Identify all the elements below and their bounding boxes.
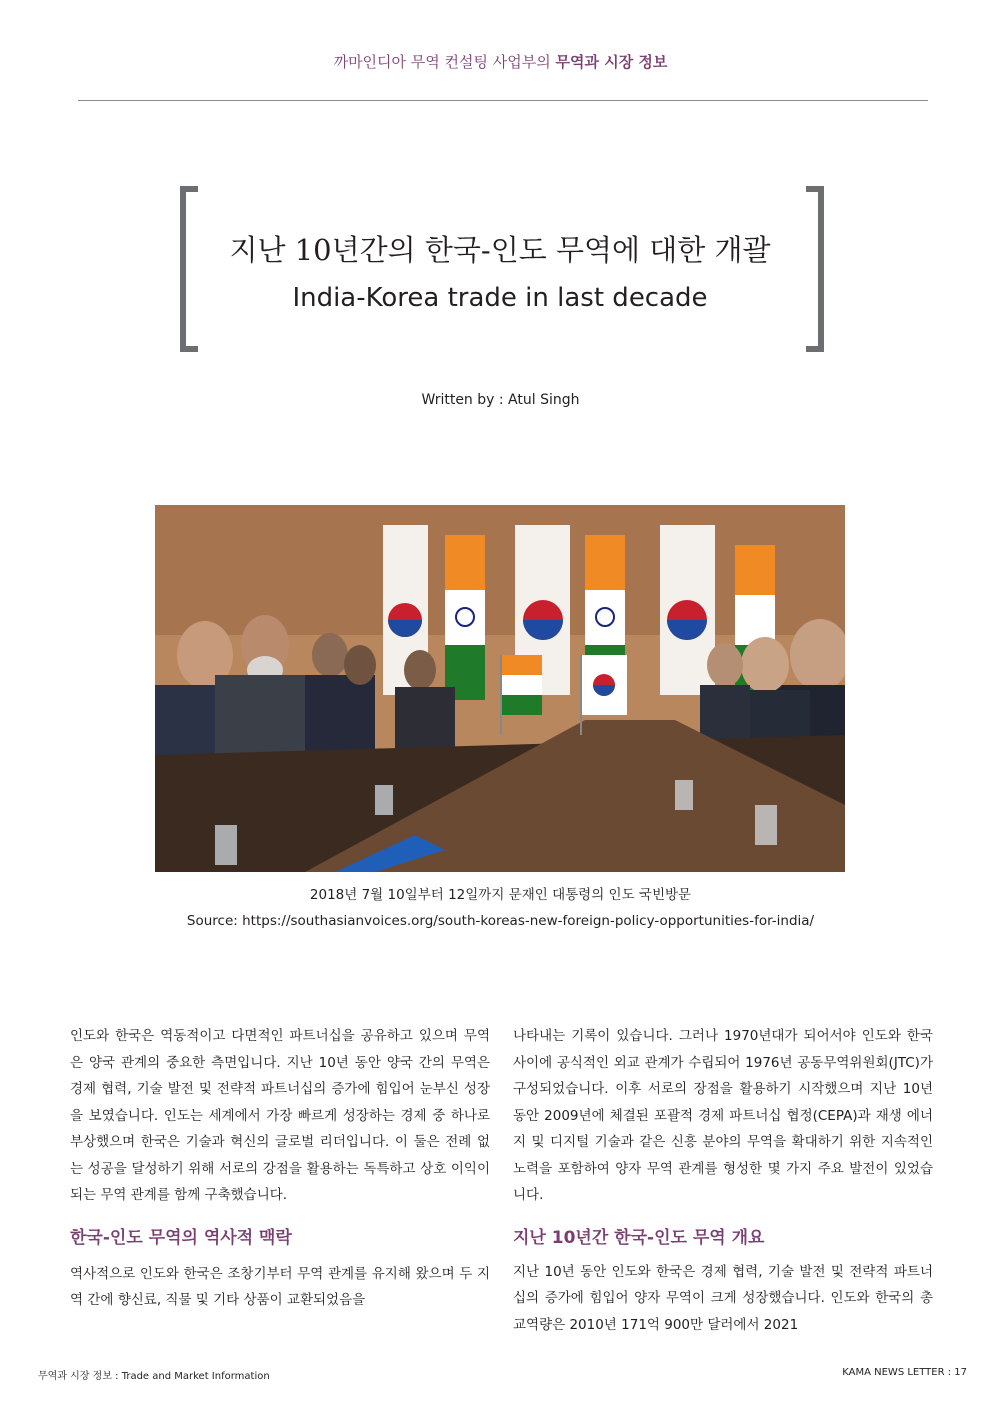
header-prefix: 까마인디아 무역 컨설팅 사업부의 — [333, 53, 551, 71]
intro-paragraph: 인도와 한국은 역동적이고 다면적인 파트너십을 공유하고 있으며 무역은 양국 관계의 중요한 측면입니다. 지난 10년 동안 양국 간의 무역은 경제 협력, 기술 발전 및 전략적 파트너십의 증가에 힘입어 눈부신 성장을 보였습니다. 인도는 세계에서 가장 빠르게 성장하는 경제 중 하나로 부상했으며 한국은 기술과 혁신의 글로벌 리더입니다. 이 둘은 전례 없는 성공을 달성하기 위해 서로의 강점을 활용하는 독특하고 상호 이익이 되는 무역 관계를 함께 구축했습니다. — [70, 1028, 490, 1203]
header-highlight: 무역과 시장 정보 — [555, 53, 668, 71]
photo-caption — [0, 882, 1001, 934]
caption-source: Source: https://southasianvoices.org/south-koreas-new-foreign-policy-opportunities-for-india/ — [186, 913, 815, 929]
caption-text: 2018년 7월 10일부터 12일까지 문재인 대통령의 인도 국빈방문 — [309, 887, 692, 903]
running-header — [0, 51, 1001, 72]
right-bracket — [806, 186, 824, 352]
footer-page-number: KAMA NEWS LETTER : 17 — [842, 1367, 967, 1378]
section-heading-history: 한국-인도 무역의 역사적 맥락 — [70, 1227, 292, 1248]
right-column — [513, 1023, 933, 1338]
left-bracket — [180, 186, 198, 352]
summit-photo — [155, 505, 845, 872]
history-paragraph-continued: 나타내는 기록이 있습니다. 그러나 1970년대가 되어서야 인도와 한국 사이에 공식적인 외교 관계가 수립되어 1976년 공동무역위원회(JTC)가 구성되었습니다. 이후 서로의 장점을 활용하기 시작했으며 지난 10년 동안 2009년에 체결된 포괄적 경제 파트너십 협정(CEPA)과 재생 에너지 및 디지털 기술과 같은 신흥 분야의 무역을 확대하기 위한 지속적인 노력을 포함하여 양자 무역 관계를 형성한 몇 가지 주요 발전이 있었습니다. — [513, 1028, 933, 1203]
footer-section-label: 무역과 시장 정보 : Trade and Market Information — [38, 1371, 270, 1382]
overview-paragraph: 지난 10년 동안 인도와 한국은 경제 협력, 기술 발전 및 전략적 파트너십의 증가에 힘입어 양자 무역이 크게 성장했습니다. 인도와 한국의 총 교역량은 2010년 171억 900만 달러에서 2021 — [513, 1263, 933, 1333]
header-divider — [78, 100, 928, 101]
left-column — [70, 1023, 490, 1314]
author-line: Written by : Atul Singh — [421, 392, 580, 408]
section-heading-overview: 지난 10년간 한국-인도 무역 개요 — [513, 1227, 765, 1248]
history-paragraph: 역사적으로 인도와 한국은 조창기부터 무역 관계를 유지해 왔으며 두 지역 간에 향신료, 직물 및 기타 상품이 교환되었음을 — [70, 1265, 490, 1308]
article-title-korean: 지난 10년간의 한국-인도 무역에 대한 개괄 — [229, 233, 771, 267]
article-title-english: India-Korea trade in last decade — [292, 283, 708, 313]
